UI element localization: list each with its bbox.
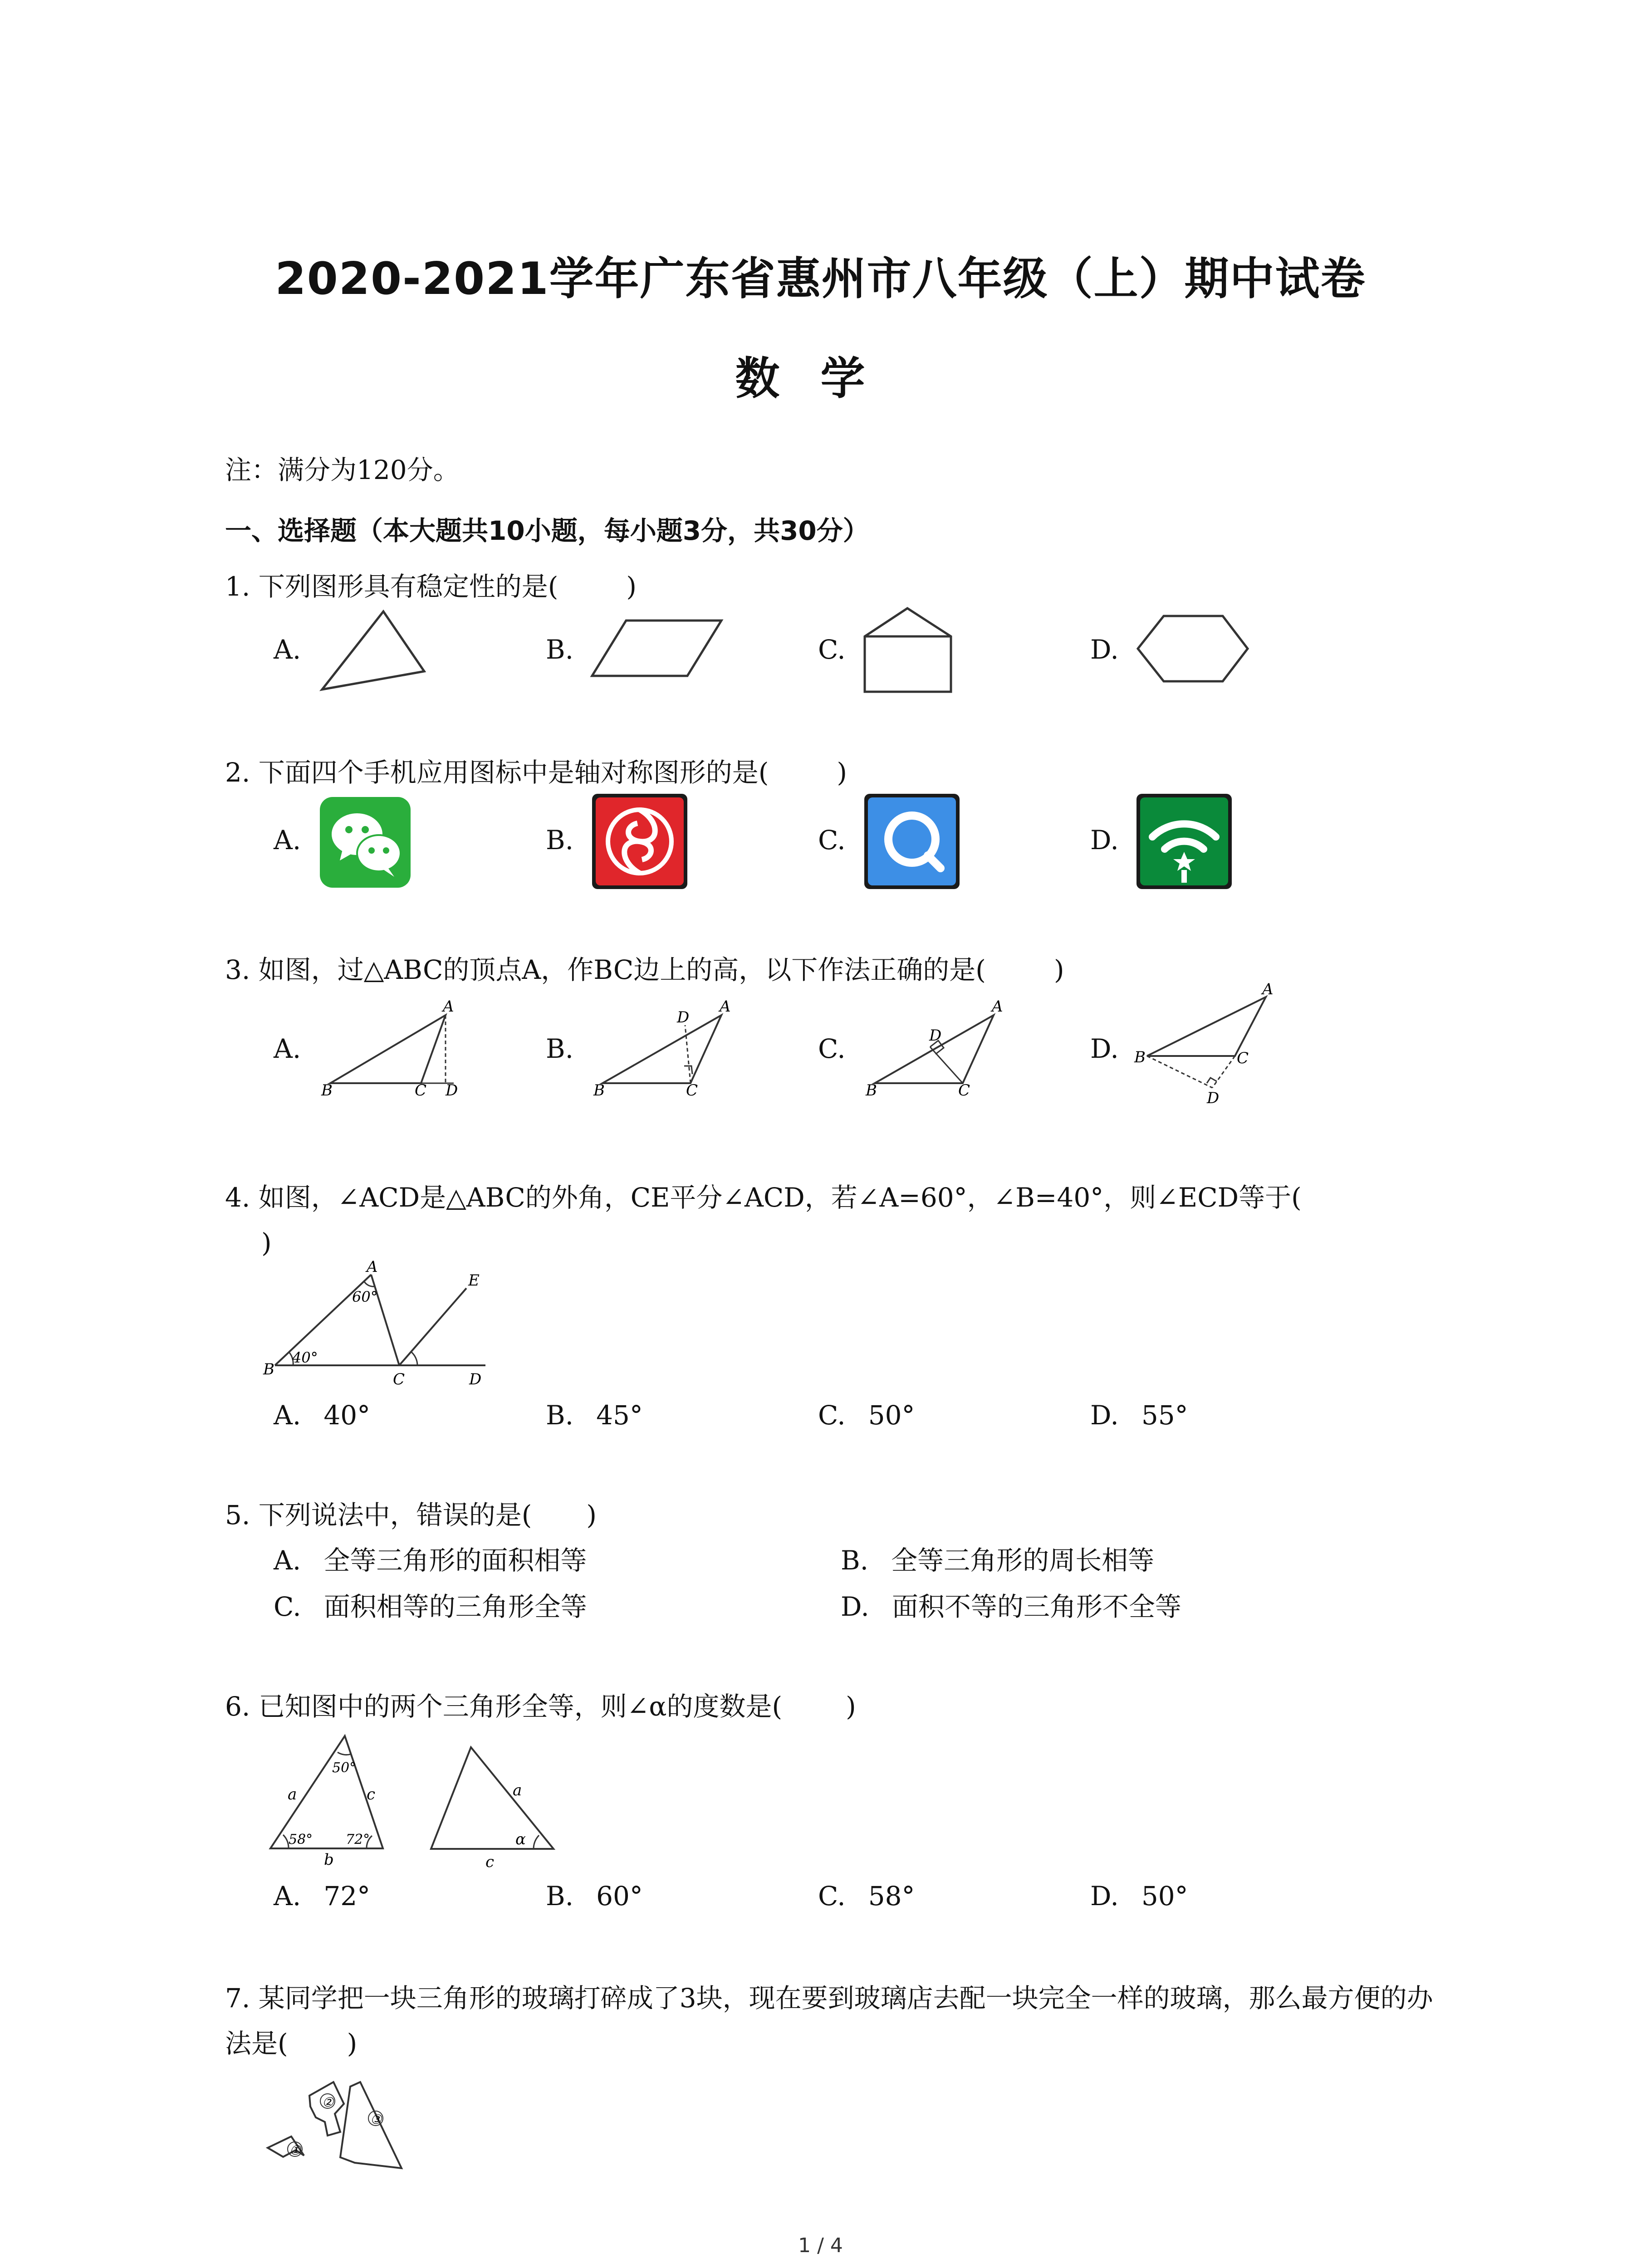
q3-option-a[interactable]: A. [274, 1033, 301, 1064]
svg-text:A: A [443, 997, 454, 1016]
svg-text:c: c [367, 1785, 376, 1804]
svg-text:60°: 60° [352, 1288, 378, 1305]
q2-option-d[interactable]: D. [1090, 825, 1119, 855]
svg-text:B: B [866, 1081, 877, 1100]
question-3-stem: 3. 如图，过△ABC的顶点A，作BC边上的高，以下作法正确的是( ) [225, 954, 1064, 985]
question-5-stem: 5. 下列说法中，错误的是( ) [225, 1500, 597, 1530]
question-6-stem: 6. 已知图中的两个三角形全等，则∠α的度数是( ) [225, 1691, 856, 1722]
q6-option-d[interactable]: D. 50° [1090, 1881, 1188, 1911]
q3c-figure [862, 997, 1016, 1102]
q1-figure-house [862, 606, 957, 696]
q6-option-a[interactable]: A. 72° [274, 1881, 371, 1911]
svg-text:a: a [288, 1785, 297, 1804]
svg-text:A: A [992, 997, 1003, 1016]
score-note: 注：满分为120分。 [225, 455, 460, 485]
page-title: 2020-2021学年广东省惠州市八年级（上）期中试卷 [275, 253, 1366, 305]
q3-option-b[interactable]: B. [546, 1033, 574, 1064]
question-1-stem: 1. 下列图形具有稳定性的是( ) [225, 571, 637, 602]
q3b-figure [590, 997, 744, 1102]
svg-text:72°: 72° [346, 1832, 370, 1848]
svg-text:C: C [415, 1081, 427, 1100]
svg-text:A: A [1262, 980, 1274, 998]
q1-figure-parallelogram [590, 617, 726, 680]
q2-option-a[interactable]: A. [274, 825, 301, 855]
q4-option-b[interactable]: B. 45° [546, 1400, 643, 1431]
q4-option-d[interactable]: D. 55° [1090, 1400, 1188, 1431]
fenghuang-icon [592, 794, 687, 889]
q5-option-d[interactable]: D. 面积不等的三角形不全等 [841, 1591, 1181, 1622]
svg-text:B: B [263, 1360, 274, 1378]
svg-text:α: α [515, 1830, 526, 1848]
q2-option-b[interactable]: B. [546, 825, 574, 855]
q4-figure [263, 1258, 499, 1402]
q3d-figure [1134, 980, 1288, 1125]
svg-text:B: B [593, 1081, 605, 1100]
svg-text:D: D [469, 1370, 482, 1388]
svg-text:①: ① [289, 2143, 301, 2158]
svg-text:E: E [468, 1271, 480, 1290]
svg-text:50°: 50° [332, 1760, 357, 1776]
wechat-icon [320, 797, 411, 888]
svg-text:D: D [446, 1081, 458, 1100]
svg-text:c: c [485, 1853, 495, 1871]
section-heading: 一、选择题（本大题共10小题，每小题3分，共30分） [225, 515, 869, 546]
svg-text:D: D [929, 1026, 942, 1045]
q3a-figure [318, 997, 472, 1102]
svg-text:C: C [393, 1370, 405, 1388]
q4-option-a[interactable]: A. 40° [274, 1400, 371, 1431]
svg-text:A: A [367, 1258, 378, 1276]
q1-option-b[interactable]: B. [546, 634, 574, 665]
svg-text:b: b [324, 1851, 334, 1869]
svg-text:②: ② [322, 2095, 334, 2110]
question-4-stem: 4. 如图，∠ACD是△ABC的外角，CE平分∠ACD，若∠A=60°，∠B=40°，则∠ECD等于( ) [225, 1182, 1302, 1258]
q3-option-c[interactable]: C. [818, 1033, 846, 1064]
q1-figure-hexagon [1134, 612, 1252, 687]
q6-option-c[interactable]: C. 58° [818, 1881, 915, 1911]
q1-option-a[interactable]: A. [274, 634, 301, 665]
svg-text:B: B [1134, 1048, 1146, 1066]
svg-text:C: C [1237, 1049, 1249, 1067]
q6-figure-left-triangle [263, 1730, 390, 1867]
page-number: 1 / 4 [798, 2234, 843, 2257]
svg-text:B: B [321, 1081, 333, 1100]
q1-option-d[interactable]: D. [1090, 634, 1119, 665]
svg-text:58°: 58° [289, 1832, 313, 1848]
q-search-icon [864, 794, 960, 889]
q6-figure-right-triangle [426, 1742, 563, 1869]
question-7-stem: 7. 某同学把一块三角形的玻璃打碎成了3块，现在要到玻璃店去配一块完全一样的玻璃，那么最方便的办法是( ) [225, 1983, 1433, 2059]
q5-option-b[interactable]: B. 全等三角形的周长相等 [841, 1545, 1155, 1576]
svg-text:C: C [686, 1081, 698, 1100]
wifi-icon [1136, 794, 1232, 889]
question-2-stem: 2. 下面四个手机应用图标中是轴对称图形的是( ) [225, 757, 847, 788]
q2-option-c[interactable]: C. [818, 825, 846, 855]
svg-text:A: A [720, 997, 731, 1016]
q4-option-c[interactable]: C. 50° [818, 1400, 915, 1431]
svg-text:a: a [513, 1781, 522, 1799]
q1-option-c[interactable]: C. [818, 634, 846, 665]
q3-option-d[interactable]: D. [1090, 1033, 1119, 1064]
q5-option-c[interactable]: C. 面积相等的三角形全等 [274, 1591, 587, 1622]
svg-text:D: D [1207, 1089, 1220, 1107]
q6-option-b[interactable]: B. 60° [546, 1881, 643, 1911]
subject-title: 数学 [735, 353, 906, 405]
svg-text:③: ③ [370, 2112, 382, 2127]
svg-text:D: D [677, 1008, 690, 1026]
q7-figure-broken-glass [268, 2068, 413, 2177]
q5-option-a[interactable]: A. 全等三角形的面积相等 [274, 1545, 587, 1576]
svg-text:40°: 40° [292, 1349, 318, 1366]
q1-figure-triangle [318, 608, 426, 694]
svg-text:C: C [958, 1081, 970, 1100]
